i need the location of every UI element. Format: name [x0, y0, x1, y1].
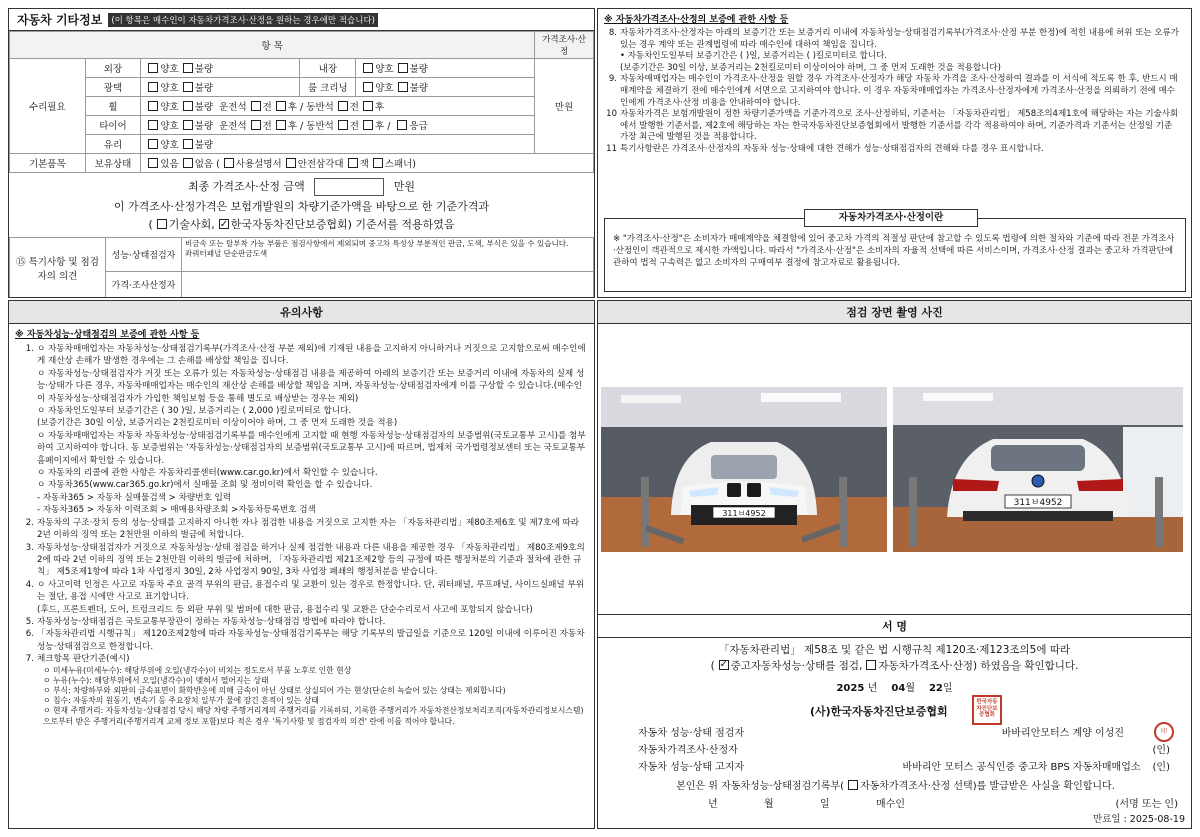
- wheel-options: 양호 불량 운전석 전 후 / 동반석 전 후: [141, 97, 535, 116]
- notice-title: ※ 자동차성능·상태점검의 보증에 관한 사항 등: [15, 330, 200, 340]
- item-text: (보증기간은 30일 이상, 보증거리는 2천킬로미터 이상이어야 하며, 그 중 먼저 도래한 것을 적용): [37, 418, 398, 429]
- item-number: [602, 51, 620, 63]
- receipt-line: [598, 777, 1192, 792]
- association-name: (사)한국자동차진단보증협회: [810, 705, 948, 718]
- section-title: 자동차 기타정보: [17, 13, 103, 27]
- item-text: 자동차성능·상태점검자가 거짓으로 자동차성능·상태 점검을 하거나 실제 점검한 내용과 다른 내용을 제공한 경우 「자동차관리법」 제80조제9호의2에 따라 2년 이하의 징역 또는 2천만원 이하의 벌금에 처하며, 「자동차관리법 제21조제2항 등의 규정에 따른 행정처분의 기준과 절차에 관한 규칙」 제5조제1항에 따라 1차 사업정지 30일, 2차 사업정지 90일, 3차 사업장 폐쇄의 행정처분을 받습니다.: [37, 542, 585, 578]
- manual-checkbox[interactable]: [224, 158, 234, 168]
- exterior-options: [141, 59, 300, 78]
- list-item: [602, 109, 1183, 144]
- rear-checkbox[interactable]: [276, 120, 286, 130]
- item-text: ㅇ 자동차365(www.car365.go.kr)에서 실매물 조회 및 정비이력 확인을 할 수 있습니다.: [37, 480, 373, 491]
- item-number: 7.: [25, 654, 34, 665]
- basis-techsociety-checkbox[interactable]: [157, 219, 167, 229]
- list-item: [19, 430, 586, 467]
- buyer-day: 일: [820, 799, 830, 810]
- item-number: [19, 430, 37, 467]
- interior-options: [356, 59, 535, 78]
- buyer-year: 년: [708, 799, 718, 810]
- rear-checkbox[interactable]: [363, 101, 373, 111]
- front-label: 전: [349, 121, 359, 132]
- item-text: 자동차가격조사·산정자는 아래의 보증기간 또는 보증거리 이내에 자동차성능·상태점검기록부(가격조사·산정 부분 한정)에 적힌 내용에 허위 또는 오류가 있는 경우 계약 또는 관계법령에 따라 매수인에 대하여 책임을 집니다.: [620, 28, 1179, 50]
- signature-date: [598, 680, 1191, 698]
- have-label: 있음: [160, 159, 179, 170]
- basis-line2: ( 기술사회,✓ 한국자동차진단보증협회) 기준서를 적용하였음: [9, 216, 594, 234]
- list-item: [19, 504, 586, 516]
- signer-rows: [638, 723, 1178, 774]
- inspector-label: 자동차 성능·상태 점검자: [638, 728, 745, 739]
- item-number: [19, 604, 37, 616]
- criteria-item: ㅇ 누유(누수): 해당부위에서 오일(냉각수)이 맺혀서 떨어지는 상태: [43, 675, 269, 685]
- photos-header: 점검 장면 촬영 사진: [598, 301, 1191, 324]
- front-label: 전: [262, 121, 272, 132]
- list-item: [19, 542, 586, 579]
- item-number: [19, 492, 37, 504]
- bad-label: 불량: [194, 140, 214, 151]
- buyer-row: [708, 795, 1178, 810]
- item-text: (후드, 프론트펜더, 도어, 트렁크리드 등 외판 부위 및 범퍼에 대한 판금, 용접수리 및 교환은 단순수리로서 사고에 포함되지 않습니다): [37, 604, 533, 615]
- repair-table: [9, 31, 594, 173]
- list-item: [602, 28, 1183, 51]
- list-item: [19, 604, 586, 616]
- item-text: 자동차의 구조·장치 등의 성능·상태를 고지하지 아니한 자나 점검한 내용을 거짓으로 고지한 자는 「자동차관리법」제80조제6호 및 제7호에 따라 2년 이하의 징역 또는 2천만원 이하의 벌금에 처합니다.: [37, 517, 580, 541]
- special-label: ⑮ 특기사항 및 점검자의 의견: [10, 238, 106, 298]
- list-item: [602, 74, 1183, 109]
- bad-checkbox[interactable]: [183, 139, 193, 149]
- item-number: 10: [606, 109, 617, 120]
- good-checkbox[interactable]: [148, 120, 158, 130]
- receipt-price-checkbox[interactable]: [848, 780, 858, 790]
- item-text: ㅇ 자동차의 리콜에 관한 사항은 자동차리콜센터(www.car.go.kr)에서 확인할 수 있습니다.: [37, 468, 378, 479]
- good-label: 양호: [375, 83, 394, 94]
- front-checkbox[interactable]: [338, 101, 348, 111]
- good-checkbox[interactable]: [363, 82, 373, 92]
- good-label: 양호: [160, 121, 179, 132]
- jack-checkbox[interactable]: [348, 158, 358, 168]
- year-unit: 년: [867, 683, 878, 694]
- notice-criteria-items: [9, 666, 594, 727]
- special-inspector-label: 성능·상태점검자: [106, 238, 182, 272]
- month-value: 04: [891, 683, 906, 694]
- item-number: [19, 405, 37, 417]
- glass-label: 유리: [85, 135, 141, 154]
- list-item: [19, 467, 586, 479]
- price-check-checkbox[interactable]: [866, 660, 876, 670]
- jack-label: 잭: [359, 159, 369, 170]
- item-number: 4.: [25, 579, 34, 590]
- bad-checkbox[interactable]: [183, 82, 193, 92]
- price-inspector-row: [638, 740, 1178, 757]
- rear-checkbox[interactable]: [276, 101, 286, 111]
- notifier-seal: (인): [1152, 762, 1170, 773]
- notifier-value: 바바리안 모터스 공식인증 중고차 BPS 자동차매매업소: [902, 762, 1141, 773]
- price-seal: (인): [1152, 745, 1170, 756]
- item-text: 특기사항란은 가격조사·산정자의 자동차 성능·상태에 대한 견해가 성능·상태점검자의 견해와 다를 경우 표시합니다.: [620, 143, 1044, 154]
- receipt-line-b: 자동차가격조사·산정 선택)를 발급받은 사실을 확인합니다.: [860, 781, 1115, 792]
- item-number: [19, 479, 37, 491]
- passenger-label: 동반석: [306, 121, 334, 132]
- good-label: 양호: [160, 83, 179, 94]
- item-text: ㅇ 사고이력 인정은 사고로 자동차 주요 골격 부위의 판금, 용접수리 및 교환이 있는 경우로 한정합니다. 단, 쿼터패널, 루프패널, 사이드실패널 부위는 절단, 용접 시에만 사고로 표기합니다.: [37, 579, 585, 603]
- good-checkbox[interactable]: [148, 139, 158, 149]
- notifier-row: [638, 757, 1178, 774]
- bad-label: 불량: [194, 83, 214, 94]
- criteria-item: ㅇ 침수: 자동차의 원동기, 변속기 등 주요장치 일부가 물에 잠긴 흔적이 있는 상태: [43, 696, 319, 706]
- tire-options: 양호 불량 운전석 전 후 / 동반석 전 후 / 응급: [141, 116, 535, 135]
- final-price-input[interactable]: [314, 178, 384, 196]
- front-label: 전: [349, 102, 359, 113]
- special-text2: 좌쿼터패널 단순판금도색: [185, 249, 268, 258]
- list-item: [19, 343, 586, 368]
- list-item: [19, 368, 586, 405]
- section-title-bar: [9, 9, 594, 31]
- notifier-label: 자동차 성능·상태 고지자: [638, 762, 745, 773]
- basis-opt1: 기술사회,: [168, 218, 215, 231]
- notice-header: 유의사항: [9, 301, 594, 324]
- price-box-text: ※ "가격조사·산정"은 소비자가 매매계약을 체결함에 있어 중고차 가격의 적절성 판단에 참고할 수 있도록 법령에 의한 절차와 기준에 따라 전문 가격조사·산정인이 객관적으로 제시한 가액입니다. 따라서 "가격조사·산정"은 소비자의 자율적 선택에 따른 서비스이며, 가격조사·산정 결과는 중고차 가격판단에 관하여 법적 구속력은 없고 소비자의 구매여부 결정에 참고자료로 활용됩니다.: [613, 234, 1175, 268]
- list-item: [602, 63, 1183, 75]
- item-text: • 자동차인도일부터 보증기간은 ( )일, 보증거리는 ( )킬로미터로 합니다.: [620, 51, 887, 62]
- day-value: 22: [928, 683, 943, 694]
- bad-checkbox[interactable]: [183, 101, 193, 111]
- good-label: 양호: [160, 140, 179, 151]
- association-stamp: 한국자동차진단보증협회: [972, 695, 1002, 725]
- signature-header: 서 명: [598, 615, 1191, 638]
- list-item: [602, 51, 1183, 63]
- have-checkbox[interactable]: [148, 158, 158, 168]
- rear-photo: [893, 387, 1183, 552]
- triangle-checkbox[interactable]: [286, 158, 296, 168]
- expiry-date: 만료일 : 2025-08-19: [1093, 814, 1185, 825]
- good-checkbox[interactable]: [148, 82, 158, 92]
- good-checkbox[interactable]: [148, 63, 158, 73]
- rear-plate-text: 311ㅂ4952: [1013, 498, 1063, 508]
- item-text: ㅇ 자동차매매업자는 자동차성능·상태점검기록부(가격조사·산정 부분 제외)에 기재된 내용을 고지하지 아니하거나 거짓으로 고지함으로써 매수인에게 재산상 손해가 발생한 경우에는 그 손해를 배상할 책임을 집니다.: [37, 344, 586, 367]
- front-plate-text: 311ㅂ4952: [722, 509, 766, 518]
- list-item: [19, 628, 586, 653]
- item-text: (보증기간은 30일 이상, 보증거리는 2천킬로미터 이상이어야 하며, 그 중 먼저 도래한 것을 적용합니다): [620, 62, 1001, 73]
- inspector-value: 바바리안모터스 계양 이성진: [1001, 728, 1124, 739]
- item-number: 3.: [25, 542, 34, 553]
- inspector-row: [638, 723, 1178, 740]
- item-number: 8.: [608, 28, 617, 38]
- rear-label: 후: [374, 121, 385, 132]
- room-cleaning-options: [356, 78, 535, 97]
- rear-checkbox[interactable]: [363, 120, 373, 130]
- year-value: 2025: [836, 683, 865, 694]
- item-number: 11: [606, 143, 617, 154]
- photos-section: [597, 300, 1192, 630]
- list-item: [602, 144, 1183, 156]
- spanner-checkbox[interactable]: [373, 158, 383, 168]
- item-text: 「자동차관리법 시행규칙」 제120조제2항에 따라 자동차성능·상태점검기록부는 해당 기록부의 발급일을 기준으로 120일 이내에 이루어진 자동차 성능·상태점검으로 한정합니다.: [37, 629, 585, 652]
- signature-line1: 「자동차관리법」 제58조 및 같은 법 시행규칙 제120조·제123조의5에 따라: [718, 644, 1071, 656]
- special-notes-table: [9, 237, 594, 298]
- passenger-label: 동반석: [306, 102, 334, 113]
- price-box-title: 자동차가격조사·산정이란: [804, 209, 978, 227]
- header-price: 가격조사·산정: [535, 32, 594, 59]
- item-number: 5.: [25, 616, 34, 627]
- none-label: 없음: [194, 159, 214, 170]
- item-number: 1.: [25, 344, 34, 354]
- item-text: 자동차가격은 보험개발원이 정한 차량기준가액을 기준가격으로 조사·산정하되, 기준서는 「자동차관리법」 제58조의4제1호에 해당하는 자는 기술사회에서 발행한 기준서를, 제2호에 해당하는 자는 한국자동차진단보증협회에서 발행한 기준서를 각각 적용하여야 하며, 기준가격과 기준서는 산정일 기준 가장 최근에 발행된 것을 적용합니다.: [620, 109, 1179, 143]
- price-box: [604, 218, 1186, 292]
- item-text: 자동차매매업자는 매수인이 가격조사·산정을 원할 경우 가격조사·산정자가 해당 자동차 가격을 조사·산정하여 결과를 이 서식에 적도록 한 후, 반드시 매매계약을 체결하기 전에 매수인에게 서면으로 고지하여야 합니다. 이 경우 자동차매매업자는 가격조사·산정자에게 가격조사·산정을 의뢰하기 전에 매수인에게 가격조사·산정 비용을 안내하여야 합니다.: [620, 74, 1178, 108]
- possession-options: 있음 없음 ( 사용설명서 안전삼각대 잭 스패너): [141, 154, 594, 173]
- criteria-item: ㅇ 미세누유(미세누수): 해당부위에 오일(냉각수)이 비치는 정도로서 부품 노후로 인한 현상: [43, 665, 352, 675]
- item-number: [602, 63, 620, 75]
- criteria-item: ㅇ 현재 주행거리: 자동차성능·상태점검 당시 해당 차량 주행거리계의 주행거리를 기록하되, 기록한 주행거리가 자동차전산정보처리조직(자동차관리정보시스템)으로부터 받은 주행거리(주행거리계 교체 정보 포함)보다 적은 경우 '특기사항 및 점검자의 의견' 란에 이를 적어야 합니다.: [43, 706, 584, 726]
- notice-items: [9, 343, 594, 666]
- list-item: [19, 417, 586, 429]
- possession-label: 보유상태: [85, 154, 141, 173]
- bad-checkbox[interactable]: [398, 63, 408, 73]
- section-subtitle: (이 항목은 매수인이 자동차가격조사·산정을 원하는 경우에만 적습니다): [108, 13, 378, 27]
- front-checkbox[interactable]: [251, 120, 261, 130]
- item-number: 2.: [25, 517, 34, 528]
- criteria-item: ㅇ 부식: 차량하부와 외판의 금속표면이 화학반응에 의해 금속이 아닌 상태로 상실되어 가는 현상(단순히 녹슬어 있는 상태는 제외합니다): [43, 685, 506, 695]
- buyer-month: 월: [764, 799, 774, 810]
- rear-label: 후: [287, 102, 298, 113]
- basis-line1: 이 가격조사·산정가격은 보험개발원의 차량기준가액을 바탕으로 한 기준가격과: [113, 200, 490, 213]
- front-checkbox[interactable]: [251, 101, 261, 111]
- list-item: [19, 616, 586, 628]
- interior-label: 내장: [300, 59, 356, 78]
- good-checkbox[interactable]: [148, 101, 158, 111]
- gloss-options: [141, 78, 300, 97]
- emergency-checkbox[interactable]: [397, 120, 407, 130]
- performance-check-checkbox[interactable]: [719, 660, 729, 670]
- room-cleaning-label: 룸 크리닝: [300, 78, 356, 97]
- bad-checkbox[interactable]: [398, 82, 408, 92]
- good-label: 양호: [160, 102, 179, 113]
- tire-label: 타이어: [85, 116, 141, 135]
- emergency-label: 응급: [409, 121, 428, 132]
- list-item: [19, 479, 586, 491]
- month-unit: 월: [905, 683, 915, 694]
- item-number: [19, 368, 37, 405]
- inspector-seal-icon: 印: [1154, 722, 1174, 742]
- price-guarantee-section: [597, 8, 1192, 298]
- item-number: 9.: [608, 74, 617, 85]
- bad-label: 불량: [194, 64, 214, 75]
- final-price-row: [9, 173, 594, 198]
- list-item: [19, 579, 586, 604]
- front-checkbox[interactable]: [338, 120, 348, 130]
- wheel-label: 휠: [85, 97, 141, 116]
- good-label: 양호: [160, 64, 179, 75]
- bad-label: 불량: [194, 102, 214, 113]
- final-price-label: 최종 가격조사·산정 금액: [187, 180, 305, 193]
- header-item: 항 목: [10, 32, 535, 59]
- item-number: [19, 417, 37, 429]
- item-number: 6.: [25, 629, 34, 640]
- item-number: [19, 504, 37, 516]
- driver-label: 운전석: [219, 102, 247, 113]
- bad-label: 불량: [409, 83, 428, 94]
- exterior-label: 외장: [85, 59, 141, 78]
- good-label: 양호: [375, 64, 394, 75]
- bad-checkbox[interactable]: [183, 120, 193, 130]
- item-text: ㅇ 자동차인도일부터 보증기간은 ( 30 )일, 보증거리는 ( 2,000 )킬로미터로 합니다.: [37, 406, 352, 417]
- item-text: 체크항목 판단기준(예시): [37, 654, 130, 665]
- item-text: 자동차성능·상태점검은 국토교통부장관이 정하는 자동차성능·상태점검 방법에 따라야 합니다.: [37, 616, 386, 627]
- spanner-label: 스패너: [384, 159, 413, 170]
- list-item: [19, 517, 586, 542]
- basis-association-checkbox[interactable]: [219, 219, 229, 229]
- item-text: ㅇ 자동차매매업자는 자동차 자동차성능·상태점검기록부를 매수인에게 고지할 때 현행 자동차성능·상태점검자의 보증범위(국토교통부 고시)를 첨부하여 고지하여야 합니다. 동 보증범위는 '자동차성능·상태점검자의 보증범위(국토교통부 고시)에 따르며, 법제처 국가법령정보센터 또는 국토교통부 홈페이지에서 확인할 수 있습니다.: [37, 430, 586, 466]
- front-photo: [601, 387, 887, 552]
- good-checkbox[interactable]: [363, 63, 373, 73]
- vehicle-other-info-section: [8, 8, 595, 298]
- item-number: [19, 467, 37, 479]
- price-guarantee-title: ※ 자동차가격조사·산정의 보증에 관한 사항 등: [604, 15, 789, 25]
- bad-label: 불량: [194, 121, 214, 132]
- special-price-inspector-label: 가격·조사산정자: [106, 272, 182, 298]
- front-label: 전: [262, 102, 272, 113]
- special-text1: 비금속 또는 탈부착 가능 부품은 점검사항에서 제외되며 중고차 특성상 부분적인 판금, 도색, 부식은 있을 수 있습니다.: [185, 239, 569, 248]
- driver-label: 운전석: [219, 121, 247, 132]
- manual-label: 사용설명서: [235, 159, 282, 170]
- list-item: [19, 405, 586, 417]
- rear-label: 후: [374, 102, 385, 113]
- list-item: [19, 492, 586, 504]
- line2-opt2: 자동차가격조사·산정) 하였음을 확인합니다.: [878, 660, 1079, 672]
- item-text: ㅇ 자동차성능·상태점검자가 거짓 또는 오류가 있는 자동차성능·상태점검 내용을 제공하여 아래의 보증기간 또는 보증거리 이내에 자동차의 실제 성능·상태가 다른 경우, 자동차매매업자는 매수인의 재산상 손해를 배상할 책임을 지며, 자동차성능·상태점검자에게 이를 구상할 수 있습니다.(매수인이 자동차성능·상태점검자가 가입한 책임보험 등을 통해 별도로 배상받는 경우는 제외): [37, 368, 585, 404]
- bad-label: 불량: [409, 64, 428, 75]
- buyer-sign: (서명 또는 인): [1115, 799, 1178, 810]
- price-guarantee-items: [598, 28, 1191, 156]
- item-text: - 자동차365 > 자동차 실매물검색 > 차량번호 입력: [37, 492, 232, 503]
- signature-line2: (✓ 중고자동차성능·상태를 점검, 자동차가격조사·산정) 하였음을 확인합니다.: [598, 658, 1191, 674]
- basis-opt2: 한국자동차진단보증협회) 기준서를 적용하였음: [230, 218, 455, 231]
- price-inspector-label: 자동차가격조사·산정자: [638, 745, 738, 756]
- signature-section: [597, 614, 1192, 829]
- rear-label: 후: [287, 121, 298, 132]
- day-unit: 일: [942, 683, 953, 694]
- list-item: [19, 653, 586, 665]
- item-text: - 자동차365 > 자동차 이력조회 > 매매용차량조회 >자동차등록번호 검색: [37, 505, 316, 516]
- price-value: 만원: [535, 59, 594, 154]
- repair-label: 수리필요: [10, 59, 86, 154]
- gloss-label: 광택: [85, 78, 141, 97]
- line2-opt1: 중고자동차성능·상태를 점검,: [730, 660, 863, 672]
- final-price-unit: 만원: [393, 180, 415, 193]
- special-inspector-text: [182, 238, 594, 272]
- basic-items-label: 기본품목: [10, 154, 86, 173]
- bad-checkbox[interactable]: [183, 63, 193, 73]
- buyer-label: 매수인: [876, 799, 905, 810]
- triangle-label: 안전삼각대: [297, 159, 344, 170]
- special-price-inspector-text: [182, 272, 594, 298]
- notice-section: [8, 300, 595, 829]
- none-checkbox[interactable]: [183, 158, 193, 168]
- receipt-line-a: 본인은 위 자동차성능·상태점검기록부(: [676, 781, 845, 792]
- glass-options: [141, 135, 535, 154]
